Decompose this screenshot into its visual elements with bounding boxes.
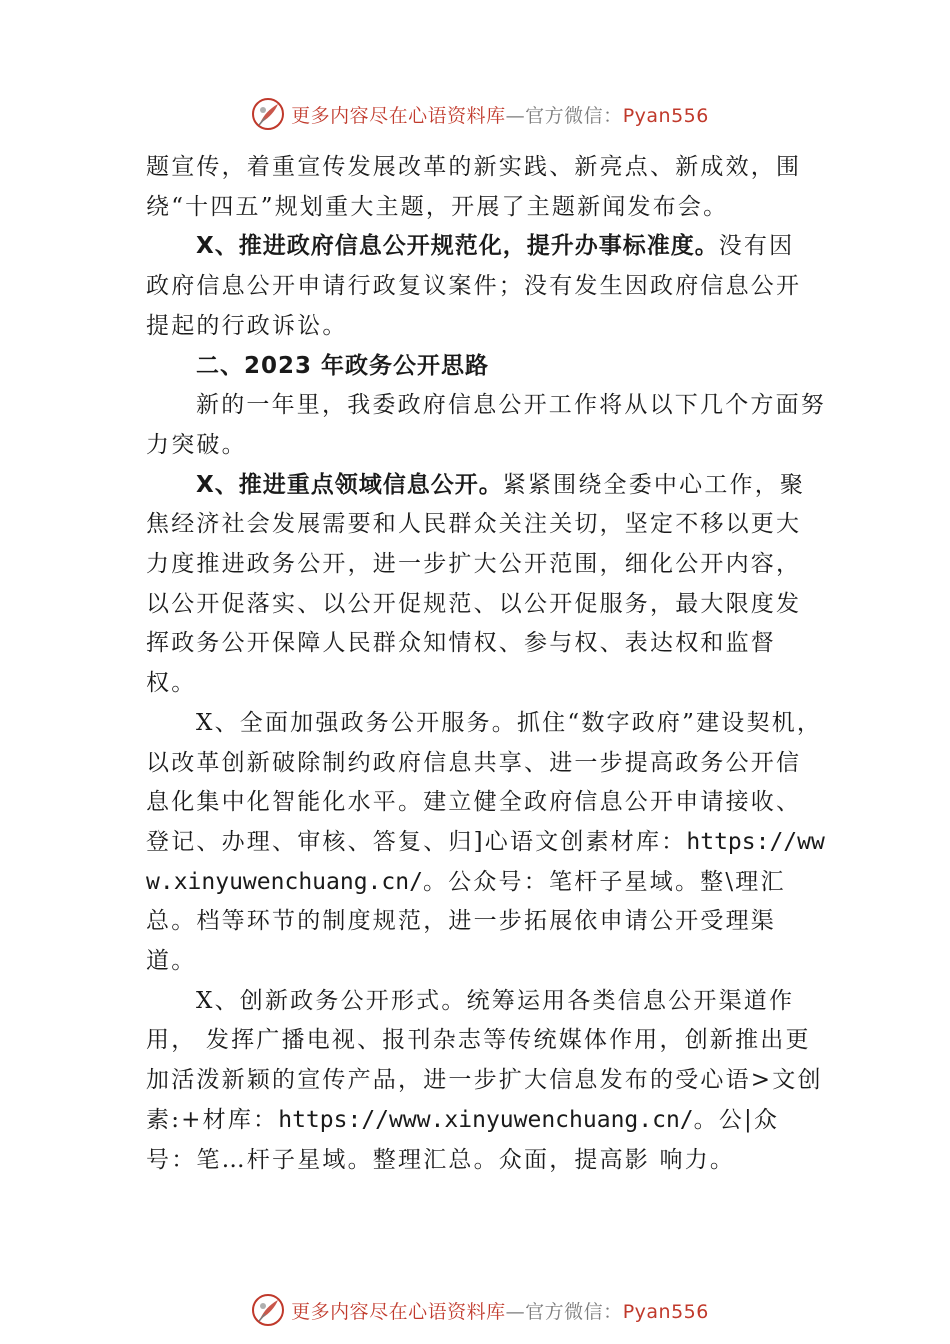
document-body — [146, 148, 826, 1180]
watermark-inner-bottom — [251, 1293, 709, 1327]
watermark-official: 官方微信： — [525, 104, 623, 127]
paragraph-1: 题宣传，着重宣传发展改革的新实践、新亮点、新成效，围绕“十四五”规划重大主题，开展了主题新闻发布会。 — [146, 154, 802, 220]
paragraph-2-heading: X、推进政府信息公开规范化，提升办事标准度。 — [196, 233, 719, 260]
watermark-dash-bottom: — — [505, 1300, 526, 1323]
paragraph-5-url: https://www.xinyuwenchuang.cn/ — [146, 828, 825, 895]
watermark-official-bottom: 官方微信： — [525, 1300, 623, 1323]
watermark-text-bottom — [291, 1297, 709, 1324]
quill-logo-icon — [251, 1293, 285, 1327]
footer-watermark — [0, 1290, 950, 1330]
paragraph-4 — [146, 466, 826, 704]
watermark-text — [291, 101, 709, 128]
watermark-wechat-id: Pyan556 — [622, 104, 709, 127]
watermark-brand: 更多内容尽在心语资料库 — [291, 104, 506, 127]
paragraph-5 — [146, 704, 826, 982]
header-watermark — [0, 94, 950, 134]
paragraph-4-heading: X、推进重点领域信息公开。 — [196, 471, 503, 498]
paragraph-4-text: 紧紧围绕全委中心工作，聚焦经济社会发展需要和人民群众关注关切，坚定不移以更大力度推进政务公开，进一步扩大公开范围，细化公开内容， 以公开促落实、以公开促规范、以公开促服务，最大限度发挥政务公开保障人民群众知情权、参与权、表达权和监督权。 — [146, 471, 806, 697]
paragraph-6-url: https://www.xinyuwenchuang.cn/ — [278, 1106, 694, 1133]
paragraph-5-text-b: 。公众号：笔杆子星域。整\理汇总。档等环节的制度规范，进一步拓展依申请公开受理渠道。 — [146, 868, 786, 975]
paragraph-6-text-b: 。公|众号：笔…杆子星域。整理汇总。众面，提高影 响力。 — [146, 1106, 780, 1173]
watermark-brand-bottom: 更多内容尽在心语资料库 — [291, 1300, 506, 1323]
paragraph-5-text-a: X、全面加强政务公开服务。抓住“数字政府”建设契机， 以改革创新破除制约政府信息共享、进一步提高政务公开信息化集中化智能化水平。建立健全政府信息公开申请接收、 登记、办理、审核、答复、归]心语文创素材库： — [146, 709, 823, 855]
watermark-dash: — — [505, 104, 526, 127]
paragraph-6-text-a: X、创新政务公开形式。统筹运用各类信息公开渠道作用， 发挥广播电视、报刊杂志等传统媒体作用，创新推出更加活泼新颖的宣传产品，进一步扩大信息发布的受心语>文创素:+材库： — [146, 987, 823, 1133]
paragraph-6 — [146, 982, 826, 1181]
paragraph-2-text: 没有因 政府信息公开申请行政复议案件；没有发生因政府信息公开提起的行政诉讼。 — [146, 233, 802, 339]
quill-logo-icon — [251, 97, 285, 131]
watermark-inner — [251, 97, 709, 131]
section-heading: 二、2023 年政务公开思路 — [196, 352, 490, 379]
paragraph-3: 新的一年里，我委政府信息公开工作将从以下几个方面努力突破。 — [146, 392, 826, 458]
paragraph-2 — [146, 227, 826, 346]
watermark-wechat-id-bottom: Pyan556 — [622, 1300, 709, 1323]
